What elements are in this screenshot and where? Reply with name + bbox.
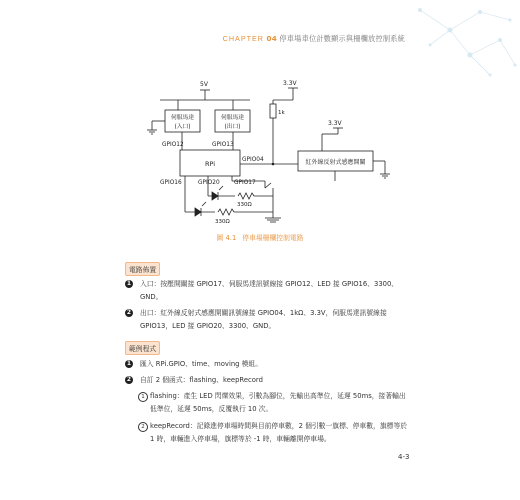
label-ir-sensor: 紅外線反射式感應開關 [305,159,366,166]
number-bullet: 2 [126,309,132,316]
label-gpio04: GPIO04 [242,157,264,163]
label-gpio20: GPIO20 [198,180,220,186]
number-bullet: 1 [126,360,132,367]
chapter-label: CHAPTER [222,34,264,43]
sub-item-keeprecord: keepRecord：記錄進停車場時間與目前停車數，2 個引數一旗標、停車數，旗標等於 1 時，車輛進入停車場，旗標等於 -1 時，車輛離開停車場。 [150,422,408,444]
sub-list-item [141,420,410,447]
number-bullet: 1 [126,280,132,287]
label-5v: 5V [200,81,208,88]
servo-out-label-1: 伺服馬達 [220,115,245,121]
program-item-1: 匯入 RPi.GPIO、time、moving 模組。 [140,360,263,368]
sub-list-item [141,390,410,417]
list-item [125,307,410,334]
program-item-2: 自訂 2 個函式：flashing、keepRecord [140,376,263,384]
list-item [125,374,410,387]
label-gpio13: GPIO13 [212,142,234,148]
chapter-title: 停車場車位計數顯示與柵欄放控制系統 [279,34,405,43]
label-rpi: RPi [204,160,216,168]
label-gpio12: GPIO12 [162,142,184,148]
list-item [125,358,410,371]
label-r330-b: 330Ω [215,219,230,225]
figure-caption [0,232,520,242]
page-number: 4-3 [398,453,410,461]
label-3v3-top: 3.3V [283,80,297,87]
wiring-item-2: 出口：紅外線反射式感應開關訊號線接 GPIO04、1kΩ、3.3V，伺服馬達訊號線接 GPIO13，LED 接 GPIO20、3300、GND。 [140,309,387,331]
figure-title: 停車場柵欄控制電路 [242,234,304,242]
section-tag-program: 範例程式 [125,341,160,355]
chapter-header [0,34,405,44]
wiring-item-1: 入口：按壓開關接 GPIO17、伺服馬達訊號線接 GPIO12、LED 接 GPIO16、3300、GND。 [140,280,399,302]
circuit-diagram [140,78,400,228]
circled-number: 2 [138,422,148,432]
label-gpio16: GPIO16 [160,180,182,186]
servo-in-label-2: (入口) [174,124,191,130]
chapter-number: 04 [266,34,277,43]
figure-number: 圖 4.1 [216,234,237,242]
decorative-network-graphic [400,0,520,80]
label-gpio17: GPIO17 [234,180,256,186]
label-r330-a: 330Ω [237,202,252,208]
label-3v3-right: 3.3V [328,120,342,127]
circled-number: 1 [138,392,148,402]
section-tag-wiring: 電路佈置 [125,262,160,276]
number-bullet: 2 [126,376,132,383]
sub-item-flashing: flashing：產生 LED 閃爍效果，引數為腳位，先輸出高準位，延遲 50ms，接著輸出低準位，延遲 50ms，反覆執行 10 次。 [150,392,406,414]
list-item [125,278,410,305]
servo-out-label-2: (出口) [224,124,241,130]
servo-in-label-1: 伺服馬達 [170,115,195,121]
label-1k: 1k [278,110,285,116]
